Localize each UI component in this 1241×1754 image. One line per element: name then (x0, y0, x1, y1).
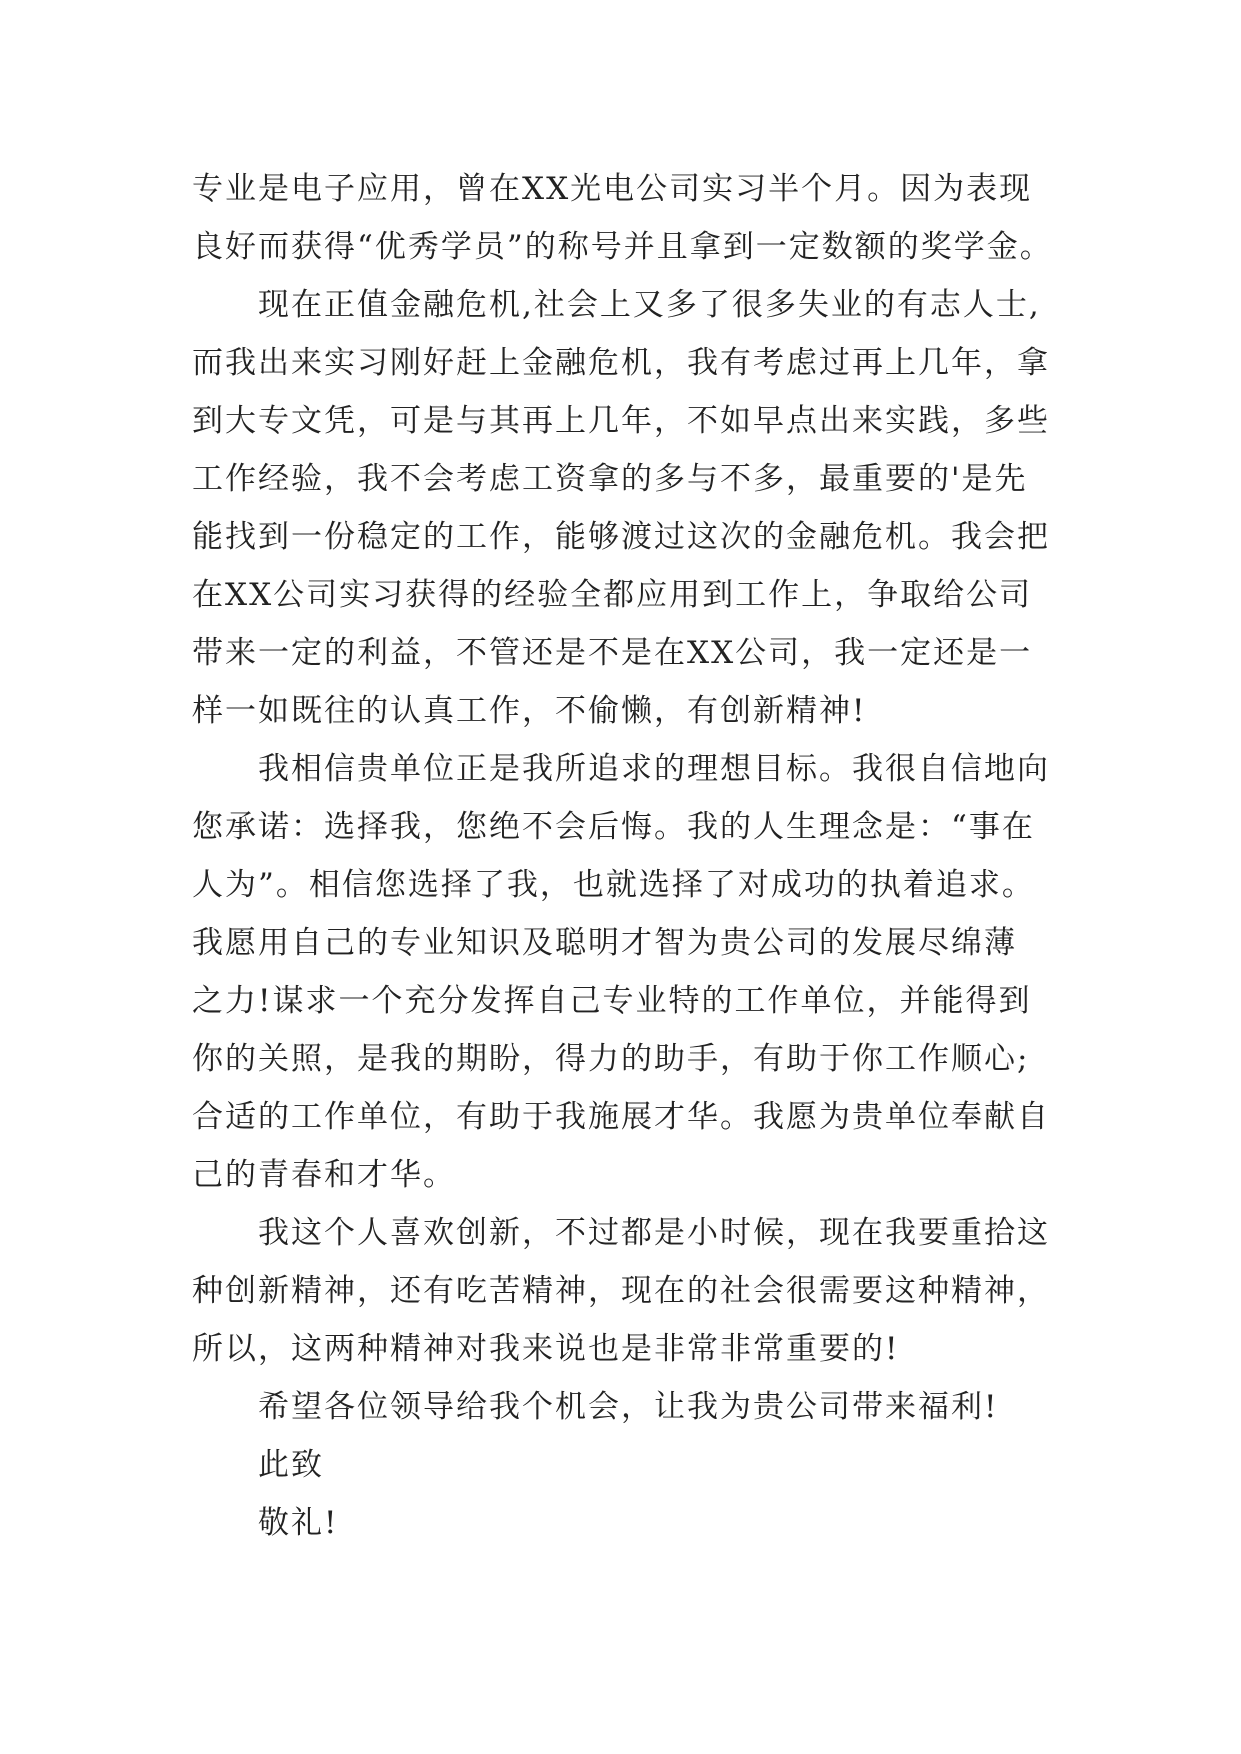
text-line: 样一如既往的认真工作，不偷懒，有创新精神! (192, 693, 867, 729)
text-line: 合适的工作单位，有助于我施展才华。我愿为贵单位奉献自 (192, 1099, 1050, 1135)
text-line: 己的青春和才华。 (192, 1157, 456, 1193)
text-line: 您承诺：选择我，您绝不会后悔。我的人生理念是：“事在 (192, 809, 1035, 845)
text-line: 专业是电子应用，曾在XX光电公司实习半个月。因为表现 (192, 171, 1033, 207)
text-line: 你的关照，是我的期盼，得力的助手，有助于你工作顺心; (192, 1041, 1030, 1077)
text-line: 之力!谋求一个充分发挥自己专业特的工作单位，并能得到 (192, 983, 1032, 1019)
text-line: 人为”。相信您选择了我，也就选择了对成功的执着追求。 (192, 867, 1035, 903)
text-line: 能找到一份稳定的工作，能够渡过这次的金融危机。我会把 (192, 519, 1050, 555)
text-line: 我相信贵单位正是我所追求的理想目标。我很自信地向 (258, 751, 1050, 787)
letter-body (192, 160, 1092, 1552)
text-line: 我这个人喜欢创新，不过都是小时候，现在我要重拾这 (258, 1215, 1050, 1251)
text-line: 在XX公司实习获得的经验全都应用到工作上，争取给公司 (192, 577, 1033, 613)
text-line: 希望各位领导给我个机会，让我为贵公司带来福利! (258, 1389, 999, 1425)
closing-salutation: 此致 (258, 1447, 324, 1483)
text-line: 而我出来实习刚好赶上金融危机，我有考虑过再上几年，拿 (192, 345, 1050, 381)
text-line: 所以，这两种精神对我来说也是非常非常重要的! (192, 1331, 900, 1367)
text-line: 良好而获得“优秀学员”的称号并且拿到一定数额的奖学金。 (192, 229, 1053, 265)
text-line: 到大专文凭，可是与其再上几年，不如早点出来实践，多些 (192, 403, 1050, 439)
text-line: 我愿用自己的专业知识及聪明才智为贵公司的发展尽绵薄 (192, 925, 1017, 961)
text-line: 现在正值金融危机,社会上又多了很多失业的有志人士, (258, 287, 1041, 323)
text-line: 工作经验，我不会考虑工资拿的多与不多，最重要的'是先 (192, 461, 1028, 497)
text-line: 带来一定的利益，不管还是不是在XX公司，我一定还是一 (192, 635, 1033, 671)
text-line: 种创新精神，还有吃苦精神，现在的社会很需要这种精神， (192, 1273, 1050, 1309)
closing-regards: 敬礼! (258, 1505, 339, 1541)
